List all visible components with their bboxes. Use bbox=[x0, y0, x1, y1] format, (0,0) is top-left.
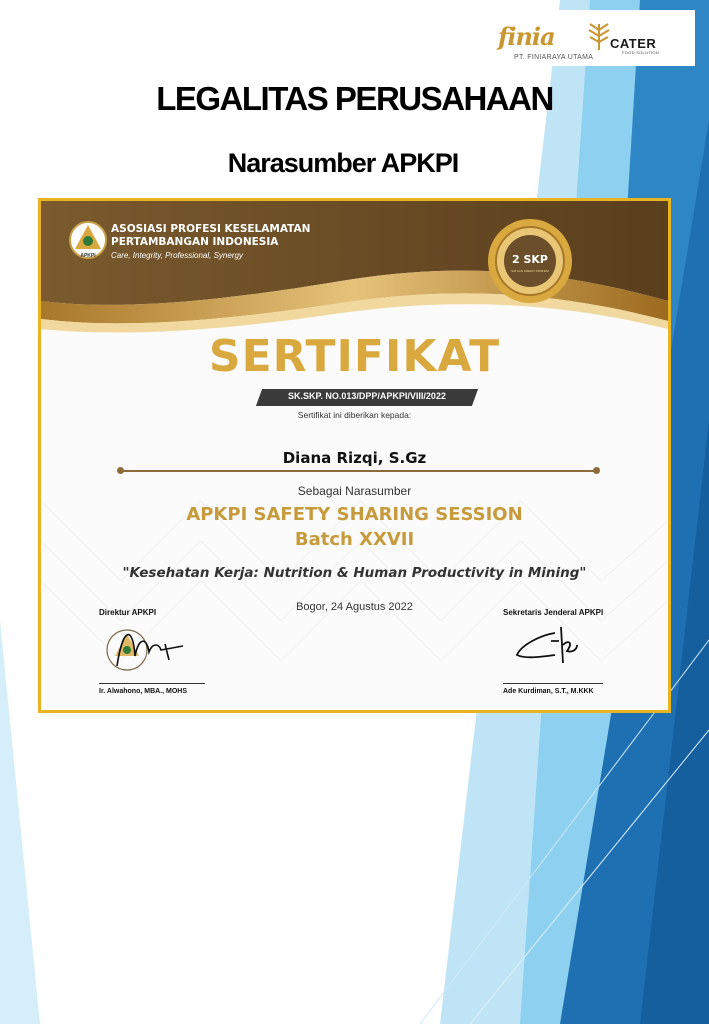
skp-seal bbox=[485, 216, 575, 306]
certificate-image bbox=[38, 198, 671, 713]
signer-left-title: Direktur APKPI bbox=[99, 608, 157, 617]
logo-tagline: FOOD SOLUTION bbox=[622, 50, 660, 55]
event-name: APKPI SAFETY SHARING SESSION bbox=[186, 504, 523, 525]
org-name bbox=[111, 223, 331, 249]
given-to: Sertifikat ini diberikan kepada: bbox=[297, 410, 412, 420]
sk-number: SK.SKP. NO.013/DPP/APKPI/VIII/2022 bbox=[288, 391, 446, 401]
event-batch: Batch XXVII bbox=[294, 529, 415, 550]
page-title: LEGALITAS PERUSAHAAN bbox=[156, 80, 553, 117]
logo-company: PT. FINIARAYA UTAMA bbox=[514, 54, 594, 61]
place-date: Bogor, 24 Agustus 2022 bbox=[296, 601, 413, 613]
signature-left-with-stamp bbox=[103, 616, 193, 684]
apkpi-logo-text: APKPI bbox=[80, 253, 96, 259]
org-name-line2: PERTAMBANGAN INDONESIA bbox=[111, 236, 279, 248]
seal-text: 2 SKP bbox=[512, 253, 548, 266]
page-subtitle: Narasumber APKPI bbox=[227, 148, 459, 178]
seal-subtext: SATUAN KREDIT PROFESI bbox=[511, 269, 549, 273]
signature-right bbox=[511, 621, 591, 679]
divider-dot-right bbox=[593, 467, 600, 474]
event-theme: "Kesehatan Kerja: Nutrition & Human Productivity in Mining" bbox=[122, 565, 587, 581]
divider-dot-left bbox=[117, 467, 124, 474]
org-name-line1: ASOSIASI PROFESI KESELAMATAN bbox=[111, 223, 311, 235]
name-divider bbox=[119, 470, 597, 472]
signature-line-right bbox=[503, 683, 603, 684]
apkpi-logo bbox=[69, 219, 107, 261]
company-logo bbox=[492, 10, 695, 66]
recipient-role: Sebagai Narasumber bbox=[297, 484, 412, 498]
recipient-name: Diana Rizqi, S.Gz bbox=[282, 449, 427, 467]
certificate-heading: SERTIFIKAT bbox=[208, 331, 501, 382]
signer-right-title: Sekretaris Jenderal APKPI bbox=[503, 608, 604, 617]
signer-right-name: Ade Kurdiman, S.T., M.KKK bbox=[503, 688, 594, 695]
logo-brand: finia bbox=[498, 22, 555, 51]
org-tagline: Care, Integrity, Professional, Synergy bbox=[111, 251, 243, 260]
signature-line-left bbox=[99, 683, 205, 684]
logo-cater: CATER bbox=[610, 36, 657, 51]
signer-left-name: Ir. Alwahono, MBA., MOHS bbox=[99, 688, 188, 695]
